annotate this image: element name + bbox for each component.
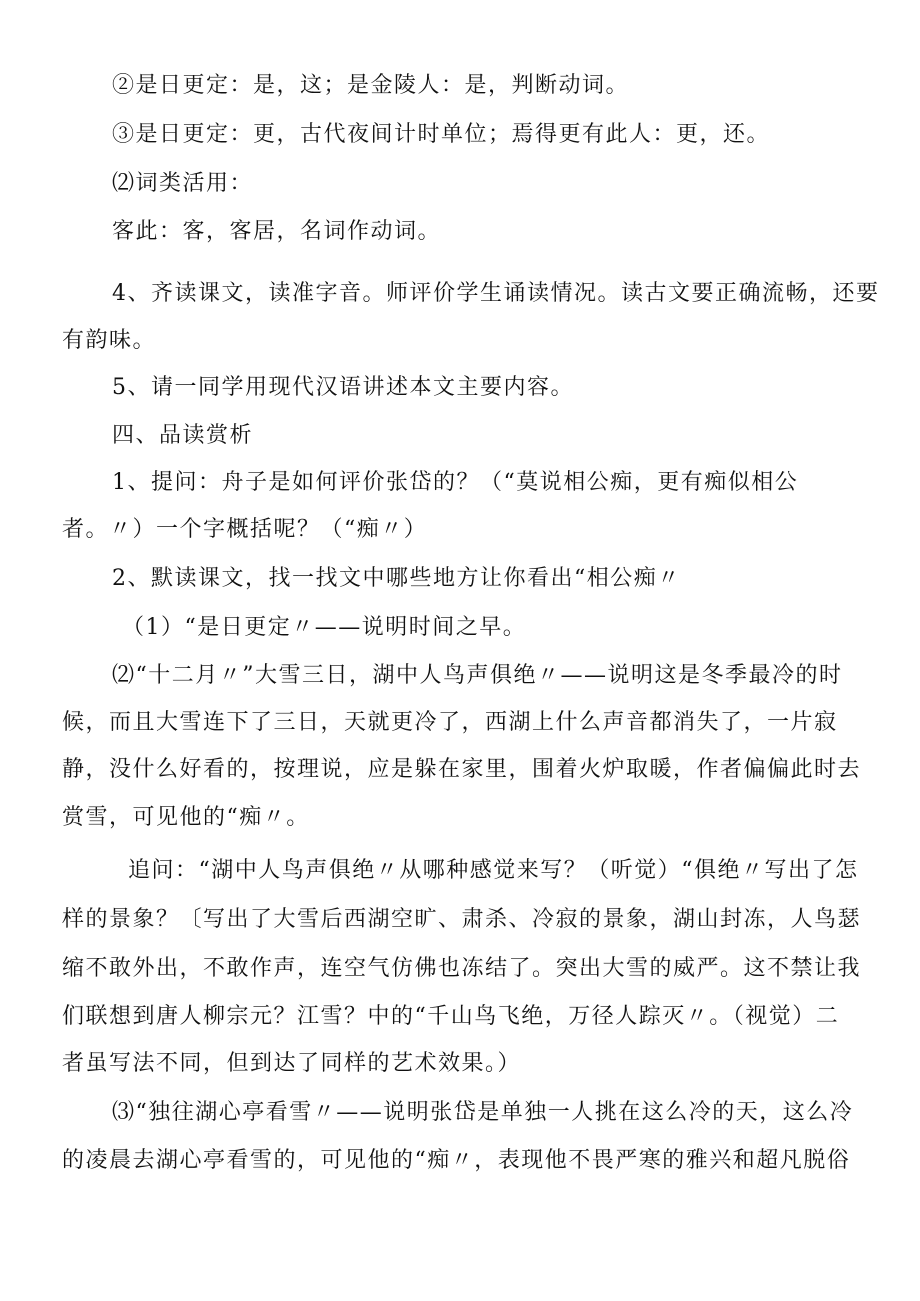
text-line: 1、提问：舟子是如何评价张岱的？（“莫说相公痴，更有痴似相公 (112, 470, 799, 495)
text-line: ⑵词类活用： (112, 171, 254, 196)
text-line: ⑵“十二月〃”大雪三日，湖中人鸟声俱绝〃——说明这是冬季最冷的时 (112, 663, 843, 688)
text-line: 追问：“湖中人鸟声俱绝〃从哪种感觉来写？（听觉）“俱绝〃写出了怎 (128, 858, 859, 883)
text-line: 者虽写法不同，但到达了同样的艺术效果。） (62, 1051, 522, 1076)
text-line: 样的景象？〔写出了大雪后西湖空旷、肃杀、冷寂的景象，湖山封冻，人鸟瑟 (62, 907, 862, 932)
text-line: 静，没什么好看的，按理说，应是躲在家里，围着火炉取暖，作者偏偏此时去 (62, 757, 862, 782)
text-line: ②是日更定：是，这；是金陵人：是，判断动词。 (112, 73, 630, 98)
text-line: 候，而且大雪连下了三日，天就更冷了，西湖上什么声音都消失了，一片寂 (62, 710, 838, 735)
text-line: ⑶“独往湖心亭看雪〃——说明张岱是单独一人挑在这么冷的天，这么冷 (112, 1100, 854, 1125)
text-line: 者。〃）一个字概括呢？（“痴〃） (62, 517, 428, 542)
text-line: 客此：客，客居，名词作动词。 (112, 219, 442, 244)
text-line: 赏雪，可见他的“痴〃。 (62, 805, 310, 830)
text-line: 有韵味。 (62, 328, 157, 353)
text-line: 们联想到唐人柳宗元？江雪？中的“千山鸟飞绝，万径人踪灭〃。（视觉）二 (62, 1004, 840, 1029)
text-line: 缩不敢外出，不敢作声，连空气仿佛也冻结了。突出大雪的威严。这不禁让我 (62, 956, 862, 981)
text-line: 5、请一同学用现代汉语讲述本文主要内容。 (112, 375, 574, 400)
text-line: 的凌晨去湖心亭看雪的，可见他的“痴〃，表现他不畏严寒的雅兴和超凡脱俗 (62, 1148, 851, 1173)
text-line: ③是日更定：更，古代夜间计时单位；焉得更有此人：更，还。 (112, 122, 771, 147)
text-line: （1）“是日更定〃——说明时间之早。 (122, 615, 527, 640)
text-line: 4、齐读课文，读准字音。师评价学生诵读情况。读古文要正确流畅，还要 (112, 281, 880, 306)
section-heading: 四、品读赏析 (112, 423, 254, 448)
text-line: 2、默读课文，找一找文中哪些地方让你看出“相公痴〃 (112, 566, 681, 591)
